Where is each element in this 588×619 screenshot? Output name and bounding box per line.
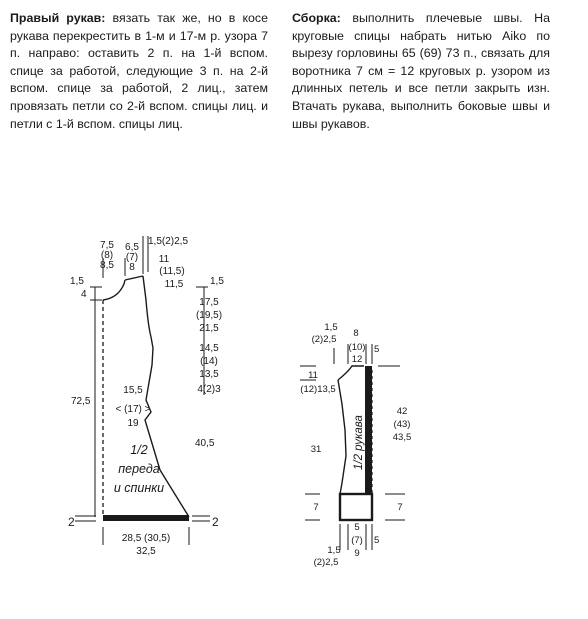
body-piece-label-2: переда [118, 462, 160, 476]
body-shoulder [125, 276, 143, 280]
body-neckline [103, 280, 125, 300]
body-waist-3: 19 [127, 418, 139, 429]
sleeve-length-right-3: 43,5 [392, 432, 412, 443]
body-shoulder-left-1: 7,5 [100, 240, 114, 251]
body-width-2: 32,5 [136, 546, 156, 557]
body-shoulder-mid-1: 6,5 [125, 242, 139, 253]
body-shoulder-right-2: 11 [158, 254, 170, 265]
sleeve-cuff [340, 494, 372, 520]
sleeve-top-left-2: (2)2,5 [311, 334, 337, 345]
body-rib-right: 2 [212, 515, 219, 529]
sleeve-underarm-seam [338, 380, 346, 494]
sleeve-heading: Правый рукав: [10, 11, 106, 25]
body-shoulder-mid-3: 8 [129, 262, 135, 273]
sleeve-body: вязать так же, но в косе рукава перекрестить в 1-м и 17-м р. узора 7 п. направо: оставить 2 п. на 1-й вспом. спице за работой, следующие 3 п. на 2-й вспом. спице за работой, 2 лиц., затем провязать петли со 2-й вспом. спицы лиц. и петли с 1-й вспом. спицы лиц. [10, 11, 269, 131]
sleeve-piece-label: 1/2 рукава [353, 415, 365, 470]
sleeve-cap-left-1: 11 [308, 370, 318, 381]
sleeve-top-width-2: (10) [348, 342, 366, 353]
body-waist-1: 15,5 [123, 385, 143, 396]
sleeve-bottom-left-2: (2)2,5 [313, 557, 339, 568]
assembly-heading: Сборка: [292, 11, 341, 25]
sleeve-bottom-left-1: 1,5 [327, 545, 341, 556]
body-shoulder-left-2: (8) [100, 250, 114, 261]
body-shoulder-right-4: 11,5 [164, 279, 184, 290]
sleeve-length-right-2: (43) [393, 419, 411, 430]
sleeve-bottom-right: 5 [374, 535, 380, 546]
body-length-left: 72,5 [71, 396, 91, 407]
body-armhole-1: 17,5 [199, 297, 219, 308]
sleeve-bottom-width-3: 9 [354, 548, 360, 559]
body-right-edge: 1,5 [210, 276, 224, 287]
body-armhole-3: 21,5 [199, 323, 219, 334]
body-width-1: 28,5 (30,5) [121, 533, 171, 544]
body-rib-hem [103, 515, 189, 521]
sleeve-top-width-3: 12 [351, 354, 363, 365]
body-waist-2: < (17) > [115, 404, 151, 415]
sleeve-bottom-width-2: (7) [351, 535, 363, 546]
body-shoulder-left-3: 8,5 [100, 260, 114, 271]
body-shoulder-mid-2: (7) [125, 252, 139, 263]
body-armhole-2: (19,5) [195, 310, 223, 321]
body-shoulder-right-1: 1,5(2)2,5 [148, 236, 189, 247]
body-armhole-shaping-3: 13,5 [199, 369, 219, 380]
body-length-right: 40,5 [195, 438, 215, 449]
body-piece-label-1: 1/2 [130, 443, 148, 457]
body-left-edge-2: 4 [81, 289, 87, 300]
sleeve-top-left-1: 1,5 [324, 322, 338, 333]
body-armhole-shaping-2: (14) [200, 356, 218, 367]
body-armhole-shaping-4: 4(2)3 [197, 384, 221, 395]
sleeve-cap [338, 366, 364, 380]
sleeve-cuff-right: 7 [397, 502, 403, 513]
sleeve-top-right: 5 [374, 344, 380, 355]
sleeve-cable-band [365, 366, 372, 494]
sleeve-cuff-left: 7 [313, 502, 319, 513]
body-piece-label-3: и спинки [113, 481, 165, 495]
body-left-edge-1: 1,5 [70, 276, 84, 287]
sleeve-length-right-1: 42 [396, 406, 408, 417]
sleeve-length-left: 31 [310, 444, 322, 455]
assembly-body: выполнить плечевые швы. На круговые спицы набрать нитью Aiko по вырезу горловины 65 (69) 73 п., связать для воротника 7 см = 12 круговых р. узором из длинных петель и все петли закрыть изн. Втачать рукава, выполнить боковые швы и швы рукавов. [292, 11, 550, 131]
body-shoulder-right-3: (11,5) [159, 266, 185, 277]
body-rib-left: 2 [68, 515, 75, 529]
sleeve-top-width-1: 8 [353, 328, 359, 339]
sleeve-bottom-width-1: 5 [354, 522, 360, 533]
body-armhole-shaping-1: 14,5 [199, 343, 219, 354]
sleeve-cap-left-2: (12)13,5 [300, 384, 336, 395]
